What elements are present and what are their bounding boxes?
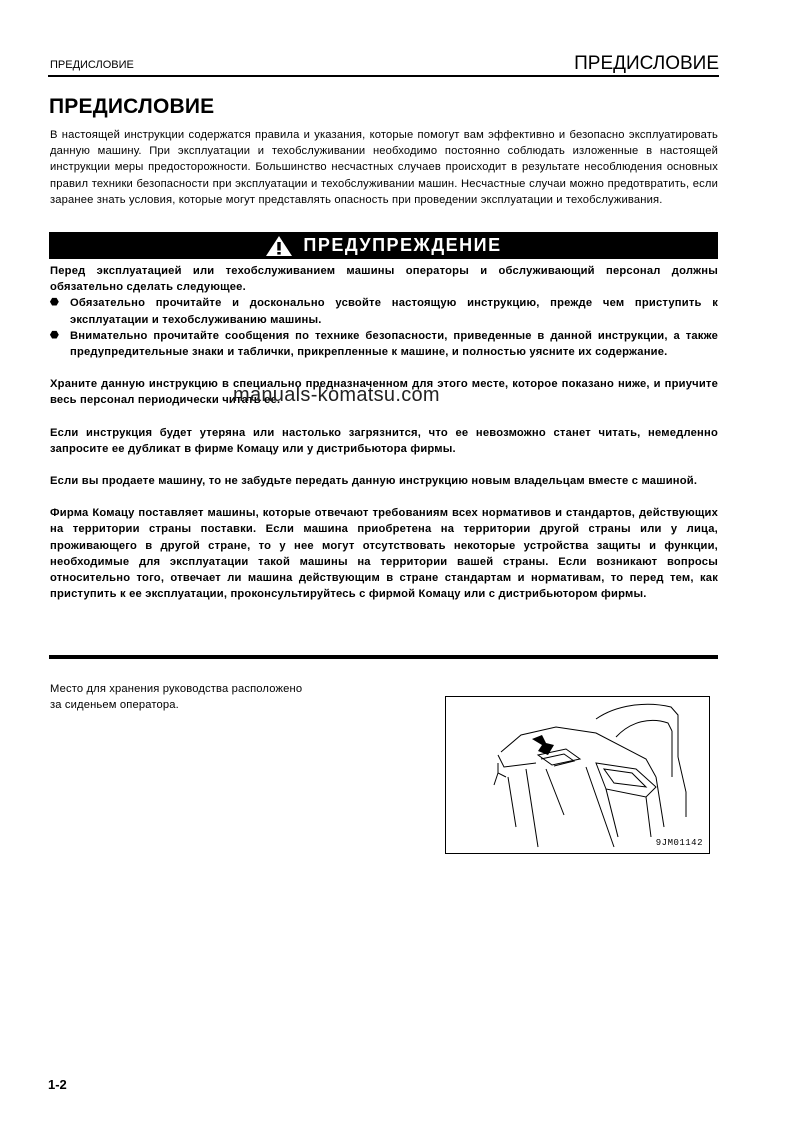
- warning-paragraph: Храните данную инструкцию в специально предназначенном для этого месте, которое показано ниже, и приучите весь персонал периодически читать ее.: [50, 378, 718, 407]
- header-rule: [48, 75, 719, 77]
- storage-note: [50, 681, 302, 713]
- warning-bullet-text: Обязательно прочитайте и досконально усвойте настоящую инструкцию, прежде чем приступить к эксплуатации и техобслуживанию машины.: [70, 297, 718, 326]
- warning-bullet: [50, 328, 718, 360]
- seat-back-illustration: [446, 697, 709, 853]
- page-title: ПРЕДИСЛОВИЕ: [49, 95, 215, 118]
- warning-lead: Перед эксплуатацией или техобслуживанием машины операторы и обслуживающий персонал должны обязательно сделать следующее.: [50, 265, 718, 294]
- warning-paragraph: Если инструкция будет утеряна или настолько загрязнится, что ее невозможно станет читать, немедленно запросите ее дубликат в фирме Комацу или у дистрибьютора фирмы.: [50, 426, 718, 455]
- watermark: manuals-komatsu.com: [233, 384, 440, 406]
- warning-paragraph: Фирма Комацу поставляет машины, которые отвечают требованиям всех нормативов и стандартов, действующих на территории страны поставки. Если машина приобретена на территории другой страны или у лица, проживающего в другой стране, то у нее могут отсутствовать некоторые устройства защиты и функции, необходимые для эксплуатации такой машины на территории вашей страны. Если возникают вопросы относительно того, отвечает ли машина действующим в стране стандартам и нормативам, то перед тем, как приступить к ее эксплуатации, проконсультируйтесь с фирмой Комацу или с дистрибьютором фирмы.: [50, 507, 718, 601]
- storage-note-line: Место для хранения руководства расположено: [50, 683, 303, 695]
- header-section-title: ПРЕДИСЛОВИЕ: [574, 53, 719, 74]
- page-number: 1-2: [48, 1077, 67, 1092]
- warning-paragraph: Если вы продаете машину, то не забудьте передать данную инструкцию новым владельцам вместе с машиной.: [50, 475, 698, 488]
- storage-note-line: за сиденьем оператора.: [50, 699, 179, 712]
- warning-banner: [49, 232, 718, 259]
- warning-bullet-text: Внимательно прочитайте сообщения по технике безопасности, приведенные в данной инструкции, а также предупредительные знаки и таблички, прикрепленные к машине, и полностью уясните их содержание.: [70, 329, 718, 359]
- warning-body: [50, 263, 718, 602]
- bullet-icon: ⬣: [50, 297, 59, 309]
- header-section-label: ПРЕДИСЛОВИЕ: [50, 59, 134, 71]
- figure-code: 9JM01142: [655, 838, 703, 848]
- warning-bullet: [50, 295, 718, 327]
- bullet-icon: ⬣: [50, 329, 59, 341]
- warning-label: ПРЕДУПРЕЖДЕНИЕ: [303, 235, 502, 255]
- intro-paragraph: В настоящей инструкции содержатся правила и указания, которые помогут вам эффективно и безопасно эксплуатировать данную машину. При эксплуатации и техобслуживании необходимо постоянно соблюдать изложенные в настоящей инструкции меры предосторожности. Большинство несчастных случаев происходит в результате несоблюдения основных правил техники безопасности при эксплуатации и техобслуживании машин. Несчастные случаи можно предотвратить, если заранее знать условия, которые могут представлять опасность при проведении эксплуатации и техобслуживания.: [50, 129, 718, 206]
- manual-storage-figure: [445, 696, 710, 854]
- warning-end-rule: [49, 655, 718, 659]
- intro-text: [50, 127, 718, 208]
- warning-triangle-icon: [265, 235, 293, 257]
